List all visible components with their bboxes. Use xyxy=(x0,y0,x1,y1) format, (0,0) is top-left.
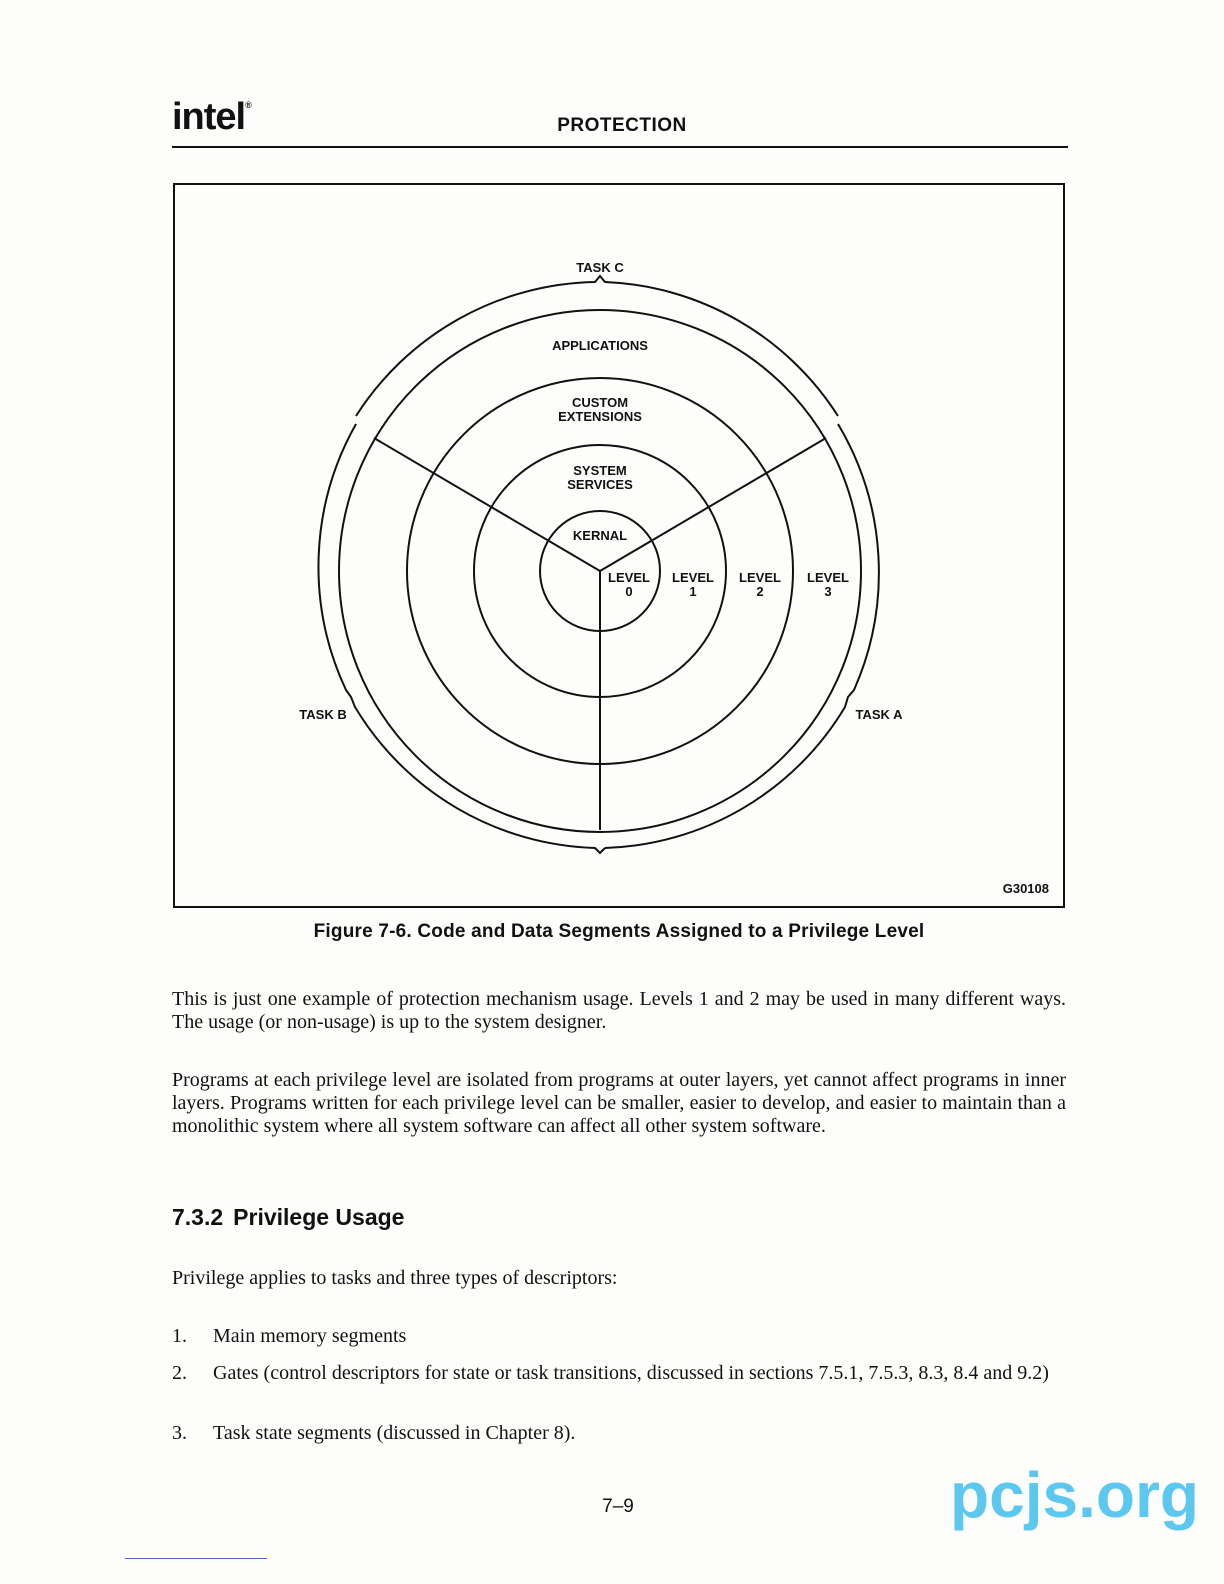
section-title: Privilege Usage xyxy=(233,1204,405,1230)
level-3-number: 3 xyxy=(824,584,832,599)
task-b-label: TASK B xyxy=(299,707,347,722)
level-2-number: 2 xyxy=(756,584,764,599)
services-label: SERVICES xyxy=(567,477,633,492)
task-a-label: TASK A xyxy=(855,707,903,722)
level-0-word: LEVEL xyxy=(608,570,650,585)
level-2-word: LEVEL xyxy=(739,570,781,585)
page-header-title: PROTECTION xyxy=(557,115,687,136)
list-item-text: Gates (control descriptors for state or task transitions, discussed in sections 7.5.1, 7.5.3, 8.3, 8.4 and 9.2) xyxy=(213,1362,1049,1384)
figure-caption: Figure 7-6. Code and Data Segments Assigned to a Privilege Level xyxy=(313,921,925,942)
kernal-label: KERNAL xyxy=(572,528,628,543)
list-item-text: Task state segments (discussed in Chapter 8). xyxy=(213,1422,576,1444)
privilege-rings-diagram xyxy=(175,185,1067,910)
paragraph-1: This is just one example of protection mechanism usage. Levels 1 and 2 may be used in many different ways. The usage (or non-usage) is up to the system designer. xyxy=(172,988,1066,1033)
level-1-word: LEVEL xyxy=(672,570,714,585)
applications-label: APPLICATIONS xyxy=(552,338,648,353)
level-3-word: LEVEL xyxy=(807,570,849,585)
section-number: 7.3.2 xyxy=(172,1204,224,1230)
figure-id: G30108 xyxy=(1002,881,1049,896)
list-item xyxy=(172,1362,1066,1385)
pcjs-watermark: pcjs.org xyxy=(950,1459,1199,1531)
list-item-number: 1. xyxy=(172,1325,187,1347)
system-label: SYSTEM xyxy=(573,463,627,478)
figure-box xyxy=(173,183,1065,908)
list-item-number: 3. xyxy=(172,1422,187,1444)
section-heading xyxy=(172,1204,404,1231)
list-item-number: 2. xyxy=(172,1362,187,1384)
task-b-brace xyxy=(318,424,605,853)
task-c-label: TASK C xyxy=(576,260,624,275)
paragraph-2: Programs at each privilege level are isolated from programs at outer layers, yet cannot affect programs in inner layers. Programs written for each privilege level can be smaller, easier to develop, and easier to maintain than a monolithic system where all system software can affect all other system software. xyxy=(172,1069,1066,1137)
section-intro: Privilege applies to tasks and three types of descriptors: xyxy=(172,1267,618,1289)
page-number: 7–9 xyxy=(602,1496,634,1517)
bottom-rule xyxy=(125,1558,267,1559)
intel-logo: intel® xyxy=(172,96,251,138)
header-rule xyxy=(172,146,1068,148)
level-1-number: 1 xyxy=(689,584,697,599)
extensions-label: EXTENSIONS xyxy=(558,409,642,424)
list-item xyxy=(172,1422,1066,1445)
list-item xyxy=(172,1325,1066,1348)
level-0-number: 0 xyxy=(625,584,633,599)
list-item-text: Main memory segments xyxy=(213,1325,407,1347)
custom-label: CUSTOM xyxy=(571,395,629,410)
